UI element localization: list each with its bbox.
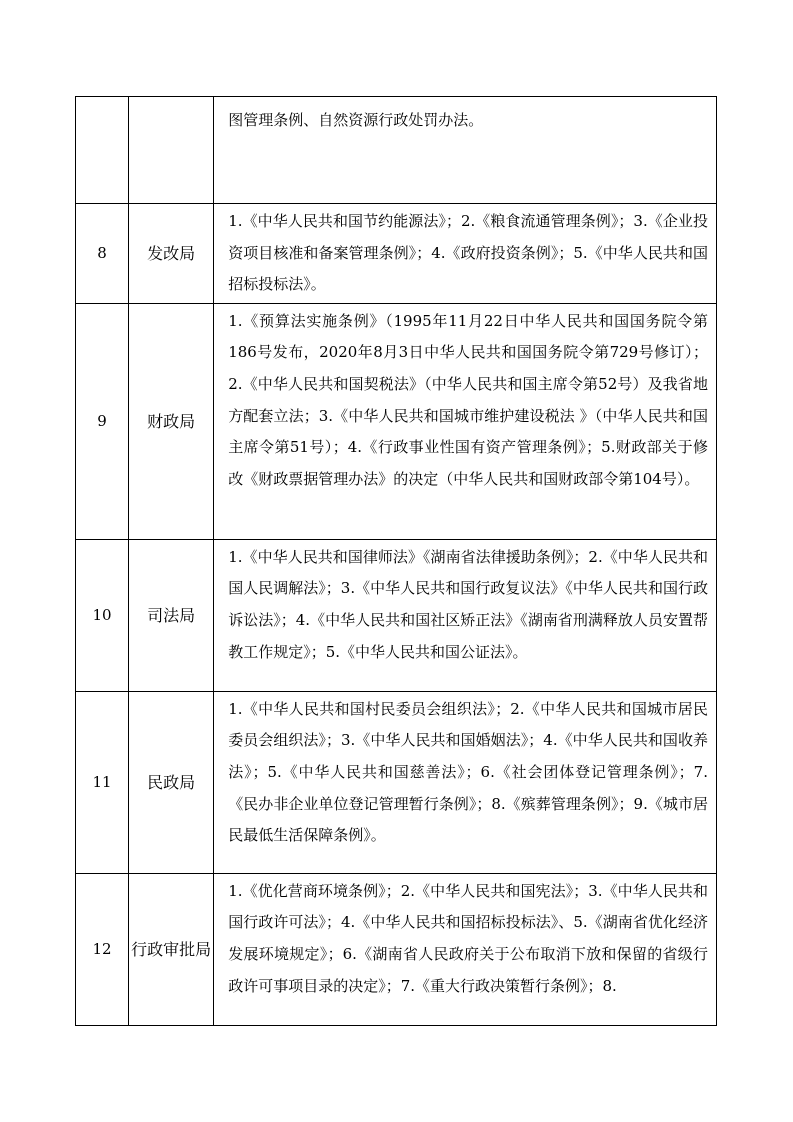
law-list: 1.《优化营商环境条例》；2.《中华人民共和国宪法》；3.《中华人民共和国行政许可法》；4.《中华人民共和国招标投标法》、5.《湖南省优化经济发展环境规定》；6.《湖南省人民政府关于公布取消下放和保留的省级行政许可事项目录的决定》；7.《重大行政决策暂行条例》；8. [214,873,717,1025]
law-list: 1.《中华人民共和国律师法》《湖南省法律援助条例》；2.《中华人民共和国人民调解法》；3.《中华人民共和国行政复议法》《中华人民共和国行政诉讼法》；4.《中华人民共和国社区矫正法》《湖南省刑满释放人员安置帮教工作规定》；5.《中华人民共和国公证法》。 [214,539,717,691]
row-number: 10 [76,539,129,691]
department-name [129,97,214,204]
department-name: 司法局 [129,539,214,691]
table-row [76,303,717,539]
department-name: 发改局 [129,204,214,304]
row-number: 11 [76,691,129,873]
table-row [76,97,717,204]
table-row [76,204,717,304]
department-name: 行政审批局 [129,873,214,1025]
table-row [76,539,717,691]
law-list: 图管理条例、自然资源行政处罚办法。 [214,97,717,204]
law-list: 1.《预算法实施条例》（1995年11月22日中华人民共和国国务院令第186号发布，2020年8月3日中华人民共和国国务院令第729号修订）；2.《中华人民共和国契税法》（中华人民共和国主席令第52号）及我省地方配套立法；3.《中华人民共和国城市维护建设税法 》（中华人民共和国主席令第51号）；4.《行政事业性国有资产管理条例》；5.财政部关于修改《财政票据管理办法》的决定（中华人民共和国财政部令第104号）。 [214,303,717,539]
row-number: 12 [76,873,129,1025]
row-number [76,97,129,204]
law-list: 1.《中华人民共和国村民委员会组织法》；2.《中华人民共和国城市居民委员会组织法》；3.《中华人民共和国婚姻法》；4.《中华人民共和国收养法》；5.《中华人民共和国慈善法》；6.《社会团体登记管理条例》；7.《民办非企业单位登记管理暂行条例》；8.《殡葬管理条例》；9.《城市居民最低生活保障条例》。 [214,691,717,873]
department-name: 民政局 [129,691,214,873]
department-name: 财政局 [129,303,214,539]
row-number: 9 [76,303,129,539]
law-list: 1.《中华人民共和国节约能源法》；2.《粮食流通管理条例》；3.《企业投资项目核准和备案管理条例》；4.《政府投资条例》；5.《中华人民共和国招标投标法》。 [214,204,717,304]
table-row [76,691,717,873]
row-number: 8 [76,204,129,304]
law-table [75,96,717,1026]
table-row [76,873,717,1025]
